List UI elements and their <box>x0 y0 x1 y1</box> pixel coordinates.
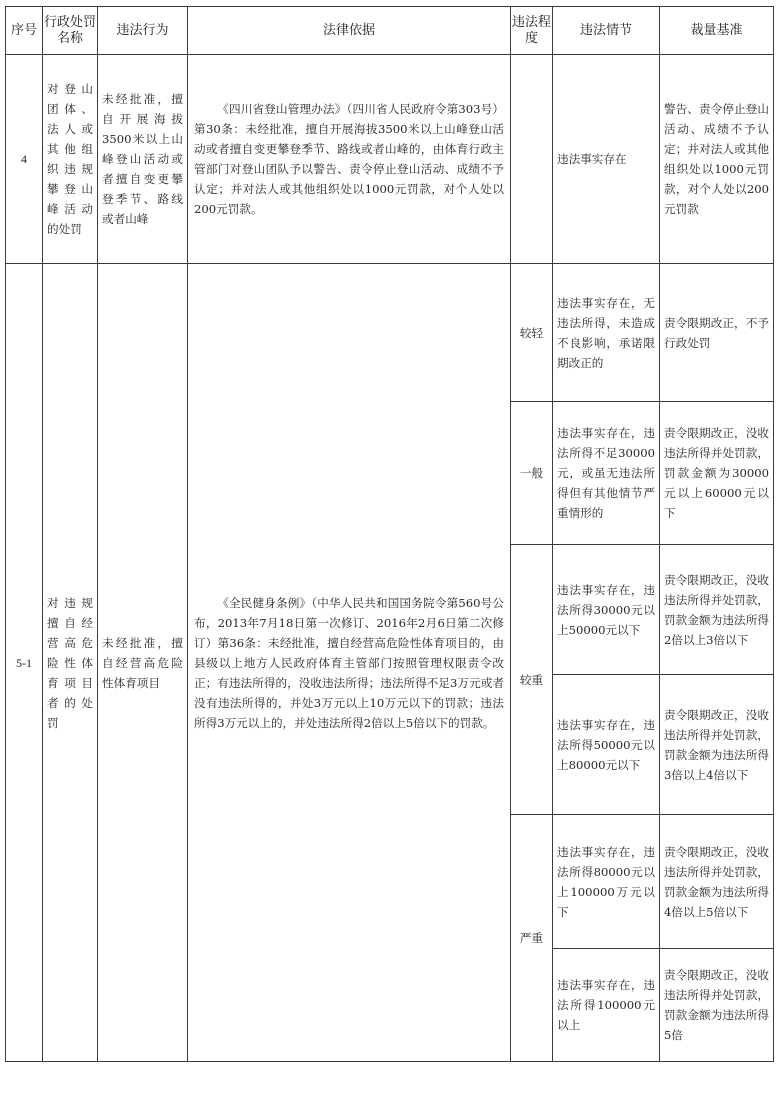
row51-standard-2: 责令限期改正，没收违法所得并处罚款，罚款金额为30000元以上60000元以下 <box>660 402 774 545</box>
row51-standard-1: 责令限期改正，不予行政处罚 <box>660 264 774 402</box>
penalty-discretion-table <box>5 6 774 1062</box>
row4-seq: 4 <box>6 55 43 264</box>
header-basis: 法律依据 <box>188 7 511 55</box>
table-row-4 <box>6 55 774 264</box>
header-seq: 序号 <box>6 7 43 55</box>
table-header-row <box>6 7 774 55</box>
row4-act: 未经批准，擅自开展海拔3500米以上山峰登山活动或者擅自变更攀登季节、路线或者山峰 <box>98 55 188 264</box>
row51-circumstance-5: 违法事实存在，违法所得80000元以上100000万元以下 <box>553 815 660 949</box>
row51-degree-light: 较轻 <box>511 264 553 402</box>
row51-standard-4: 责令限期改正，没收违法所得并处罚款，罚款金额为违法所得3倍以上4倍以下 <box>660 675 774 815</box>
penalty-table-page <box>5 6 774 1062</box>
row51-circumstance-6: 违法事实存在，违法所得100000元以上 <box>553 949 660 1062</box>
table-row-5-1-level-1 <box>6 264 774 402</box>
row51-act: 未经批准，擅自经营高危险性体育项目 <box>98 264 188 1062</box>
row51-standard-3: 责令限期改正，没收违法所得并处罚款，罚款金额为违法所得2倍以上3倍以下 <box>660 545 774 675</box>
row51-degree-general: 一般 <box>511 402 553 545</box>
row4-degree <box>511 55 553 264</box>
header-penalty-name: 行政处罚名称 <box>43 7 98 55</box>
header-degree: 违法程度 <box>511 7 553 55</box>
row51-penalty-name: 对违规擅自经营高危险性体育项目者的处罚 <box>43 264 98 1062</box>
row51-degree-serious: 较重 <box>511 545 553 815</box>
row51-circumstance-1: 违法事实存在，无违法所得，未造成不良影响，承诺限期改正的 <box>553 264 660 402</box>
row51-circumstance-2: 违法事实存在，违法所得不足30000元，或虽无违法所得但有其他情节严重情形的 <box>553 402 660 545</box>
row51-legal-basis: 《全民健身条例》（中华人民共和国国务院令第560号公布，2013年7月18日第一次修订、2016年2月6日第二次修订）第36条：未经批准，擅自经营高危险性体育项目的，由县级以上地方人民政府体育主管部门按照管理权限责令改正；有违法所得的，没收违法所得；违法所得不足3万元或者没有违法所得的，并处3万元以上10万元以下的罚款；违法所得3万元以上的，并处违法所得2倍以上5倍以下的罚款。 <box>188 264 511 1062</box>
row51-circumstance-4: 违法事实存在，违法所得50000元以上80000元以下 <box>553 675 660 815</box>
row4-legal-basis: 《四川省登山管理办法》（四川省人民政府令第303号）第30条：未经批准，擅自开展海拔3500米以上山峰登山活动或者擅自变更攀登季节、路线或者山峰的，由体育行政主管部门对登山团队予以警告、责令停止登山活动、成绩不予认定；并对法人或其他组织处以1000元罚款，对个人处以200元罚款。 <box>188 55 511 264</box>
row4-circumstance: 违法事实存在 <box>553 55 660 264</box>
row4-standard: 警告、责令停止登山活动、成绩不予认定；并对法人或其他组织处以1000元罚款，对个人处以200元罚款 <box>660 55 774 264</box>
header-act: 违法行为 <box>98 7 188 55</box>
row51-seq: 5-1 <box>6 264 43 1062</box>
row4-penalty-name: 对登山团体、法人或其他组织违规攀登山峰活动的处罚 <box>43 55 98 264</box>
row51-standard-6: 责令限期改正，没收违法所得并处罚款，罚款金额为违法所得5倍 <box>660 949 774 1062</box>
row51-degree-severe: 严重 <box>511 815 553 1062</box>
header-circumstances: 违法情节 <box>553 7 660 55</box>
header-standard: 裁量基准 <box>660 7 774 55</box>
row51-standard-5: 责令限期改正，没收违法所得并处罚款，罚款金额为违法所得4倍以上5倍以下 <box>660 815 774 949</box>
row51-circumstance-3: 违法事实存在，违法所得30000元以上50000元以下 <box>553 545 660 675</box>
